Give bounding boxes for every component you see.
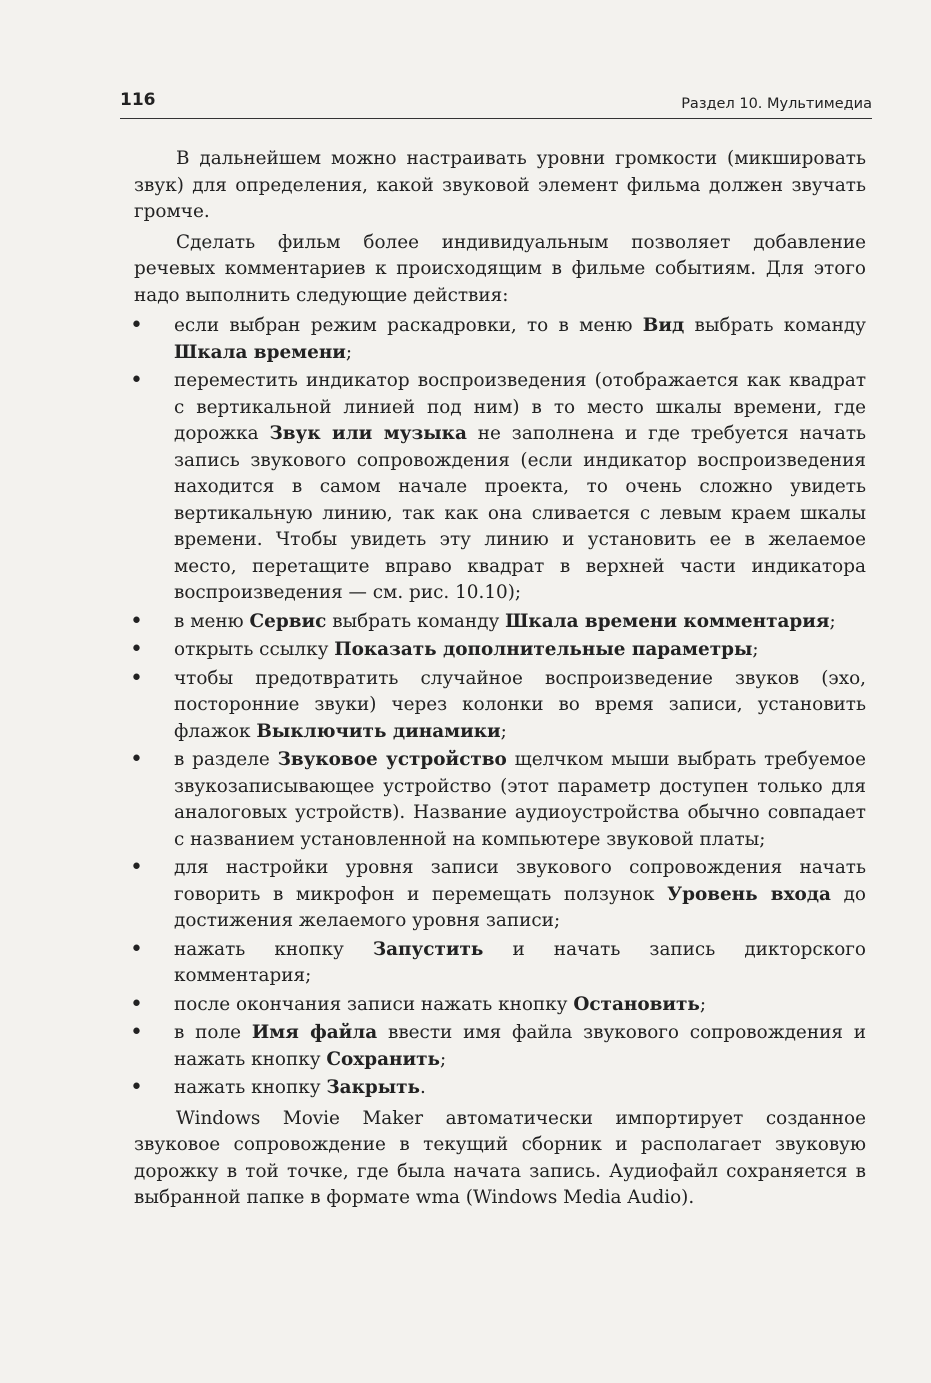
- button-term: Запустить: [372, 938, 484, 960]
- step-text: выбрать команду: [326, 610, 506, 632]
- step-text: ввести имя файла звукового сопровождения и нажать кнопку: [174, 1022, 866, 1070]
- step-text: для настройки уровня записи звукового сопровождения начать говорить в микрофон и перемещать ползунок: [174, 857, 866, 905]
- running-header: [120, 88, 872, 119]
- step-text: ;: [500, 720, 507, 742]
- track-term: Звук или музыка: [269, 423, 467, 444]
- step-text: до достижения желаемого уровня записи;: [174, 883, 866, 931]
- list-item: [134, 855, 866, 935]
- link-term: Показать дополнительные параметры: [334, 639, 753, 660]
- step-text: чтобы предотвратить случайное воспроизведение звуков (эхо, посторонние звуки) через колонки во время записи, установить флажок: [174, 667, 866, 742]
- list-item: [134, 1020, 866, 1073]
- step-text: щелчком мыши выбрать требуемое звукозаписывающее устройство (этот параметр доступен только для аналоговых устройств). Название аудиоустройства обычно совпадает с названием установленной на компьютере звуковой платы;: [174, 749, 866, 850]
- step-text: после окончания записи нажать кнопку: [174, 993, 574, 1015]
- section-title: Раздел 10. Мультимедиа: [681, 96, 872, 112]
- step-text: не заполнена и где требуется начать запись звукового сопровождения (если индикатор воспроизведения находится в самом начале проекта, то очень сложно увидеть вертикальную линию, так как она сливается с левым краем шкалы времени. Чтобы увидеть эту линию и установить ее в желаемое место, перетащите вправо квадрат в верхней части индикатора воспроизведения — см. рис. 10.10);: [174, 423, 867, 603]
- page-number: 116: [120, 90, 156, 110]
- step-text: в поле: [174, 1022, 252, 1043]
- steps-list: [134, 313, 866, 1102]
- menu-term: Вид: [642, 315, 685, 336]
- list-item: [134, 313, 866, 366]
- step-text: нажать кнопку: [174, 1077, 327, 1098]
- step-text: ;: [345, 341, 353, 363]
- paragraph-conclusion: Windows Movie Maker автоматически импортирует созданное звуковое сопровождение в текущий сборник и располагает звуковую дорожку в той точке, где была начата запись. Аудиофайл сохраняется в выбранной папке в формате wma (Windows Media Audio).: [134, 1107, 866, 1208]
- step-text: переместить индикатор воспроизведения (отображается как квадрат с вертикальной линией под ним) в то место шкалы времени, где дорожка: [174, 370, 866, 444]
- list-item: [134, 368, 866, 607]
- command-term: Шкала времени комментария: [505, 610, 830, 632]
- step-text: нажать кнопку: [174, 938, 373, 960]
- paragraph-steps-lead: Сделать фильм более индивидуальным позволяет добавление речевых комментариев к происходящим в фильме событиям. Для этого надо выполнить следующие действия:: [134, 231, 866, 306]
- list-item: [134, 637, 866, 664]
- step-text: выбрать команду: [684, 315, 866, 336]
- field-term: Имя файла: [251, 1022, 378, 1043]
- step-text: если выбран режим раскадровки, то в меню: [174, 315, 643, 336]
- step-text: в разделе: [174, 749, 278, 770]
- list-item: [134, 937, 866, 990]
- step-text: в меню: [174, 610, 250, 632]
- step-text: ;: [752, 639, 759, 660]
- paragraph-intro: В дальнейшем можно настраивать уровни громкости (микшировать звук) для определения, какой звуковой элемент фильма должен звучать громче.: [134, 148, 866, 222]
- slider-term: Уровень входа: [667, 883, 831, 905]
- menu-term: Сервис: [249, 610, 327, 632]
- button-term: Сохранить: [326, 1048, 441, 1070]
- step-text: и начать запись дикторского комментария;: [174, 938, 866, 986]
- list-item: [134, 1075, 866, 1102]
- button-term: Закрыть: [326, 1077, 421, 1098]
- step-text: открыть ссылку: [174, 639, 335, 660]
- command-term: Шкала времени: [174, 341, 346, 363]
- list-item: [134, 747, 866, 853]
- step-text: .: [420, 1077, 426, 1098]
- section-term: Звуковое устройство: [277, 749, 507, 770]
- page-body: [134, 146, 866, 1216]
- button-term: Остановить: [573, 993, 700, 1015]
- step-text: ;: [829, 610, 836, 632]
- list-item: [134, 992, 866, 1019]
- step-text: ;: [440, 1048, 447, 1070]
- list-item: [134, 609, 866, 636]
- step-text: ;: [699, 993, 707, 1015]
- list-item: [134, 666, 866, 746]
- checkbox-term: Выключить динамики: [256, 720, 501, 742]
